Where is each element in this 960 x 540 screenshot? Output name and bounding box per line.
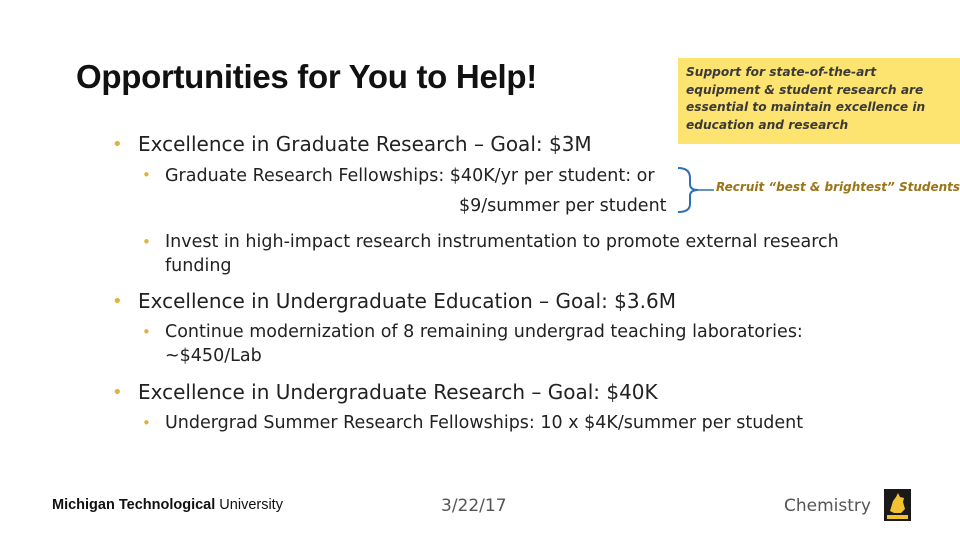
bullet-instrumentation-line1: Invest in high-impact research instrumentation to promote external research [165, 232, 839, 252]
husky-logo-icon [884, 489, 911, 521]
logo-bold-text: Michigan Technological [52, 497, 216, 513]
callout-box: Support for state-of-the-art equipment & student research are essential to maintain excellence in education and research [678, 58, 960, 144]
logo-regular-text: University [215, 497, 283, 513]
bullet-grad-research: Excellence in Graduate Research – Goal: $3M [138, 132, 592, 156]
bullet-grad-fellowships-line1: Graduate Research Fellowships: $40K/yr per student: or [165, 166, 655, 186]
bullet-marker: • [112, 291, 123, 312]
bullet-labs-line2: ~$450/Lab [165, 346, 262, 366]
bullet-instrumentation-line2: funding [165, 256, 232, 276]
bullet-undergrad-research: Excellence in Undergraduate Research – Goal: $40K [138, 380, 658, 404]
bullet-marker: • [142, 414, 151, 432]
bullet-marker: • [112, 382, 123, 403]
bullet-marker: • [112, 134, 123, 155]
slide-date: 3/22/17 [441, 496, 507, 516]
bullet-grad-fellowships-line2: $9/summer per student [459, 196, 667, 216]
bullet-labs-line1: Continue modernization of 8 remaining undergrad teaching laboratories: [165, 322, 803, 342]
slide-title: Opportunities for You to Help! [76, 58, 537, 95]
bullet-undergrad-education: Excellence in Undergraduate Education – Goal: $3.6M [138, 289, 676, 313]
recruit-note: Recruit “best & brightest” Students [716, 180, 960, 194]
bullet-marker: • [142, 233, 151, 251]
brace-icon [676, 166, 716, 216]
university-logo [52, 497, 283, 513]
bullet-summer-fellowships: Undergrad Summer Research Fellowships: 10 x $4K/summer per student [165, 413, 804, 433]
bullet-marker: • [142, 166, 151, 184]
bullet-marker: • [142, 323, 151, 341]
department-label: Chemistry [784, 496, 871, 516]
